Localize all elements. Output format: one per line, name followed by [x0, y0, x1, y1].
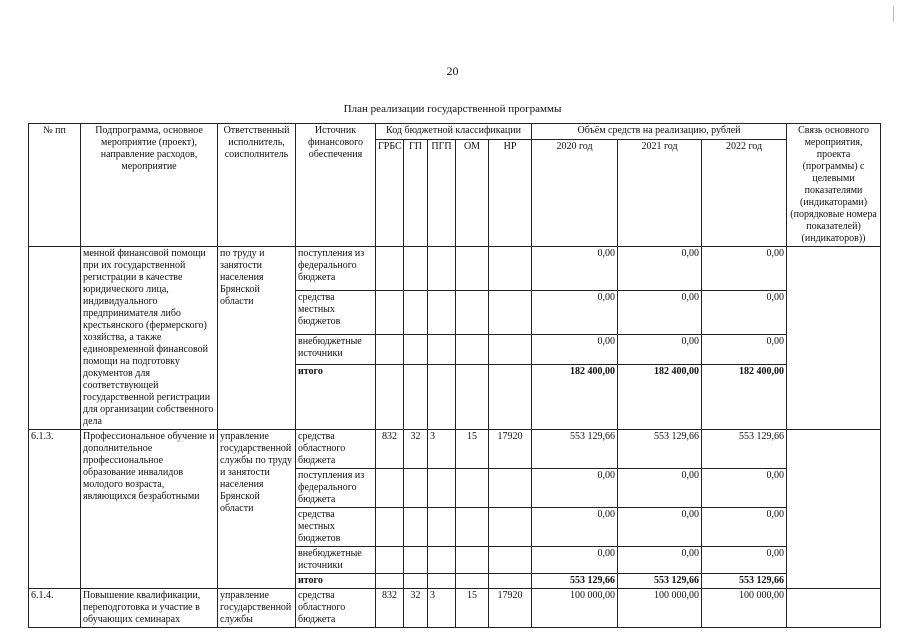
amount-2020: 0,00 [532, 469, 618, 508]
code-om: 15 [456, 589, 489, 628]
code-pgp [428, 290, 456, 334]
code-om [456, 547, 489, 574]
plan-table-body [29, 247, 881, 628]
code-grbs [376, 290, 404, 334]
code-gp [404, 290, 428, 334]
item-responsible: управление государственной службы по труду и занятости населения Брянской области [218, 430, 296, 589]
code-gp [404, 334, 428, 364]
code-pgp [428, 574, 456, 589]
amount-2020: 553 129,66 [532, 430, 618, 469]
code-grbs [376, 508, 404, 547]
indicator-link-cell [787, 589, 881, 628]
amount-2020: 0,00 [532, 508, 618, 547]
code-grbs [376, 547, 404, 574]
amount-2021: 553 129,66 [618, 430, 702, 469]
header-year-2020: 2020 год [532, 140, 618, 247]
code-np [489, 469, 532, 508]
header-year-2021: 2021 год [618, 140, 702, 247]
item-responsible: по труду и занятости населения Брянской области [218, 247, 296, 430]
code-np [489, 334, 532, 364]
code-np: 17920 [489, 430, 532, 469]
code-gp [404, 508, 428, 547]
indicator-link-cell [787, 247, 881, 430]
item-name: менной финансовой помощи при их государственной регистрации в качестве юридического лица, индивидуального предпринимателя либо крестьянского (фермерского) хозяйства, а также единовременной финансовой помощи на подготовку документов для соответствующей государственной регистрации для организации собственного дела [81, 247, 218, 430]
code-gp: 32 [404, 589, 428, 628]
code-om [456, 574, 489, 589]
indicator-link-cell [787, 430, 881, 589]
amount-2020: 553 129,66 [532, 574, 618, 589]
amount-2020: 0,00 [532, 247, 618, 291]
funding-source: внебюджетные источники [296, 334, 376, 364]
funding-source: средства местных бюджетов [296, 508, 376, 547]
header-responsible: Ответственный исполнитель, соисполнитель [218, 124, 296, 247]
code-grbs [376, 334, 404, 364]
amount-2021: 0,00 [618, 247, 702, 291]
header-om: ОМ [456, 140, 489, 247]
code-np [489, 364, 532, 429]
code-gp [404, 574, 428, 589]
header-year-2022: 2022 год [702, 140, 787, 247]
code-gp: 32 [404, 430, 428, 469]
document-title: План реализации государственной программы [343, 103, 562, 115]
header-num: № пп [29, 124, 81, 247]
code-gp [404, 469, 428, 508]
scan-edge-mark [893, 6, 894, 22]
amount-2022: 182 400,00 [702, 364, 787, 429]
amount-2021: 0,00 [618, 334, 702, 364]
amount-2021: 182 400,00 [618, 364, 702, 429]
page-number: 20 [446, 64, 459, 78]
header-grbs: ГРБС [376, 140, 404, 247]
code-grbs: 832 [376, 589, 404, 628]
code-np [489, 247, 532, 291]
code-pgp [428, 334, 456, 364]
code-gp [404, 364, 428, 429]
code-grbs [376, 364, 404, 429]
code-pgp [428, 364, 456, 429]
header-gp: ГП [404, 140, 428, 247]
funding-source: средства областного бюджета [296, 589, 376, 628]
code-grbs [376, 469, 404, 508]
code-om [456, 290, 489, 334]
table-row [29, 589, 881, 628]
code-np [489, 574, 532, 589]
code-om [456, 508, 489, 547]
amount-2021: 100 000,00 [618, 589, 702, 628]
amount-2021: 0,00 [618, 547, 702, 574]
funding-source: внебюджетные источники [296, 547, 376, 574]
item-name: Повышение квалификации, переподготовка и участие в обучающих семинарах [81, 589, 218, 628]
amount-2021: 0,00 [618, 469, 702, 508]
amount-2020: 0,00 [532, 547, 618, 574]
amount-2021: 0,00 [618, 290, 702, 334]
code-pgp: 3 [428, 430, 456, 469]
code-gp [404, 247, 428, 291]
funding-source: поступления из федерального бюджета [296, 469, 376, 508]
code-pgp [428, 547, 456, 574]
code-pgp [428, 247, 456, 291]
header-pgp: ПГП [428, 140, 456, 247]
funding-source: итого [296, 574, 376, 589]
table-row [29, 430, 881, 469]
item-responsible: управление государственной службы [218, 589, 296, 628]
header-indicator-link: Связь основного мероприятия, проекта (программы) с целевыми показателями (индикаторами) (порядковые номера показателей) (индикаторов)) [787, 124, 881, 247]
code-np: 17920 [489, 589, 532, 628]
code-pgp: 3 [428, 589, 456, 628]
header-budget-code: Код бюджетной классификации [376, 124, 532, 140]
table-row [29, 247, 881, 291]
header-subprogram: Подпрограмма, основное мероприятие (проект), направление расходов, мероприятие [81, 124, 218, 247]
code-gp [404, 547, 428, 574]
code-pgp [428, 469, 456, 508]
item-number: 6.1.3. [29, 430, 81, 589]
code-np [489, 290, 532, 334]
header-source: Источник финансового обеспечения [296, 124, 376, 247]
item-number [29, 247, 81, 430]
code-grbs: 832 [376, 430, 404, 469]
amount-2021: 553 129,66 [618, 574, 702, 589]
code-om: 15 [456, 430, 489, 469]
header-volume: Объём средств на реализацию, рублей [532, 124, 787, 140]
code-grbs [376, 247, 404, 291]
amount-2022: 0,00 [702, 508, 787, 547]
amount-2022: 0,00 [702, 547, 787, 574]
amount-2022: 553 129,66 [702, 430, 787, 469]
code-om [456, 334, 489, 364]
amount-2022: 0,00 [702, 334, 787, 364]
code-grbs [376, 574, 404, 589]
amount-2022: 100 000,00 [702, 589, 787, 628]
amount-2020: 0,00 [532, 334, 618, 364]
code-om [456, 364, 489, 429]
amount-2020: 182 400,00 [532, 364, 618, 429]
amount-2021: 0,00 [618, 508, 702, 547]
amount-2022: 0,00 [702, 469, 787, 508]
amount-2020: 100 000,00 [532, 589, 618, 628]
code-np [489, 508, 532, 547]
funding-source: поступления из федерального бюджета [296, 247, 376, 291]
code-om [456, 247, 489, 291]
amount-2022: 553 129,66 [702, 574, 787, 589]
item-number: 6.1.4. [29, 589, 81, 628]
code-om [456, 469, 489, 508]
amount-2020: 0,00 [532, 290, 618, 334]
funding-source: итого [296, 364, 376, 429]
amount-2022: 0,00 [702, 290, 787, 334]
plan-table [28, 123, 881, 628]
code-pgp [428, 508, 456, 547]
header-np: НР [489, 140, 532, 247]
funding-source: средства областного бюджета [296, 430, 376, 469]
item-name: Профессиональное обучение и дополнительное профессиональное образование инвалидов молодого возраста, являющихся безработными [81, 430, 218, 589]
amount-2022: 0,00 [702, 247, 787, 291]
code-np [489, 547, 532, 574]
funding-source: средства местных бюджетов [296, 290, 376, 334]
